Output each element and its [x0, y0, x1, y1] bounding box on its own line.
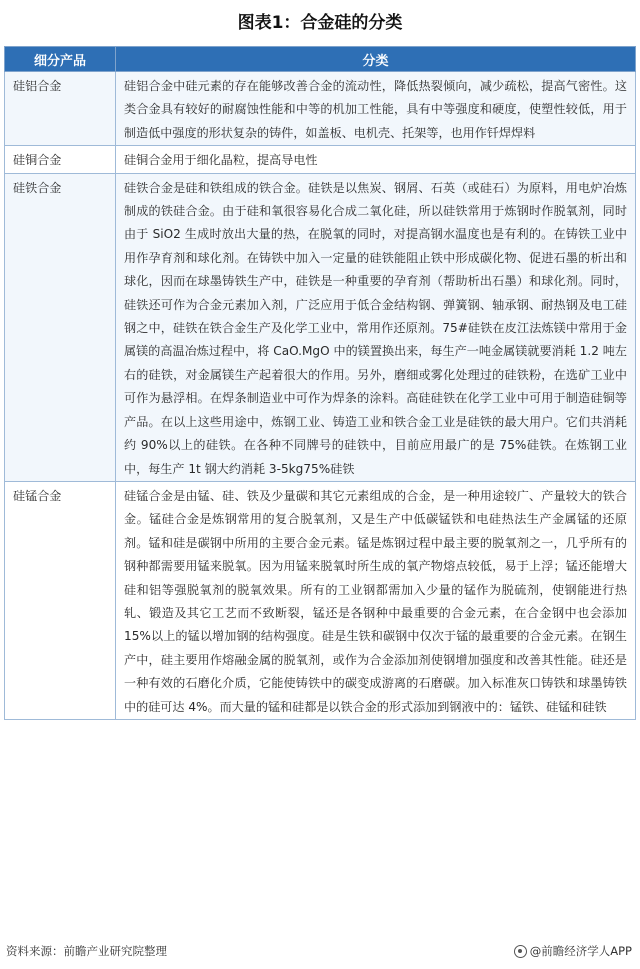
header-classification: 分类 — [116, 47, 636, 72]
brand-logo-icon — [514, 945, 527, 958]
table-row — [5, 173, 636, 481]
figure-title: 图表1：合金硅的分类 — [237, 13, 403, 33]
brand-label: @前瞻经济学人APP — [529, 944, 632, 958]
table-header-row — [5, 47, 636, 72]
row-product-name: 硅铝合金 — [5, 72, 116, 146]
row-product-name: 硅锰合金 — [5, 481, 116, 719]
row-description: 硅铝合金中硅元素的存在能够改善合金的流动性，降低热裂倾向，减少疏松，提高气密性。这类合金具有较好的耐腐蚀性能和中等的机加工性能，具有中等强度和硬度，使塑性较低，用于制造低中强度的形状复杂的铸件，如盖板、电机壳、托架等，也用作钎焊焊料 — [116, 72, 636, 146]
source-note: 资料来源：前瞻产业研究院整理 — [6, 944, 167, 958]
row-description: 硅锰合金是由锰、硅、铁及少量碳和其它元素组成的合金，是一种用途较广、产量较大的铁合金。锰硅合金是炼钢常用的复合脱氧剂，又是生产中低碳锰铁和电硅热法生产金属锰的还原剂。锰和硅是碳钢中所用的主要合金元素。锰是炼钢过程中最主要的脱氧剂之一，几乎所有的钢种都需要用锰来脱氧。因为用锰来脱氧时所生成的氧产物熔点较低，易于上浮；锰还能增大硅和铝等强脱氧剂的脱氧效果。所有的工业钢都需加入少量的锰作为脱硫剂，使钢能进行热轧、锻造及其它工艺而不致断裂，锰还是各钢种中最重要的合金元素，在合金钢中也会添加 15%以上的锰以增加钢的结构强度。硅是生铁和碳钢中仅次于锰的最重要的合金元素。在钢生产中，硅主要用作熔融金属的脱氧剂，或作为合金添加剂使钢增加强度和改善其性能。硅还是一种有效的石磨化介质，它能使铸铁中的碳变成游离的石磨碳。加入标准灰口铸铁和球墨铸铁中的硅可达 4%。而大量的锰和硅都是以铁合金的形式添加到钢液中的：锰铁、硅锰和硅铁 — [116, 481, 636, 719]
classification-table — [4, 46, 636, 720]
row-description: 硅铁合金是硅和铁组成的铁合金。硅铁是以焦炭、钢屑、石英（或硅石）为原料，用电炉冶炼制成的铁硅合金。由于硅和氧很容易化合成二氧化硅，所以硅铁常用于炼钢时作脱氧剂，同时由于 SiO2 生成时放出大量的热，在脱氧的同时，对提高钢水温度也是有利的。在铸铁工业中用作孕育剂和球化剂。在铸铁中加入一定量的硅铁能阻止铁中形成碳化物、促进石墨的析出和球化，因而在球墨铸铁生产中，硅铁是一种重要的孕育剂（帮助析出石墨）和球化剂。同时，硅铁还可作为合金元素加入剂，广泛应用于低合金结构钢、弹簧钢、轴承钢、耐热钢及电工硅钢之中，硅铁在铁合金生产及化学工业中，常用作还原剂。75#硅铁在皮江法炼镁中常用于金属镁的高温冶炼过程中，将 CaO.MgO 中的镁置换出来，每生产一吨金属镁就要消耗 1.2 吨左右的硅铁，对金属镁生产起着很大的作用。另外，磨细或雾化处理过的硅铁粉，在选矿工业中可作为悬浮相。在焊条制造业中可作为焊条的涂料。高硅硅铁在化学工业中可用于制造硅铜等产品。在以上这些用途中，炼钢工业、铸造工业和铁合金工业是硅铁的最大用户。它们共消耗约 90%以上的硅铁。在各种不同牌号的硅铁中，目前应用最广的是 75%硅铁。在炼钢工业中，每生产 1t 钢大约消耗 3-5kg75%硅铁 — [116, 173, 636, 481]
header-product: 细分产品 — [5, 47, 116, 72]
table-row — [5, 146, 636, 173]
brand-credit — [514, 943, 632, 959]
table-row — [5, 481, 636, 719]
row-product-name: 硅铜合金 — [5, 146, 116, 173]
table-row — [5, 72, 636, 146]
row-product-name: 硅铁合金 — [5, 173, 116, 481]
row-description: 硅铜合金用于细化晶粒，提高导电性 — [116, 146, 636, 173]
